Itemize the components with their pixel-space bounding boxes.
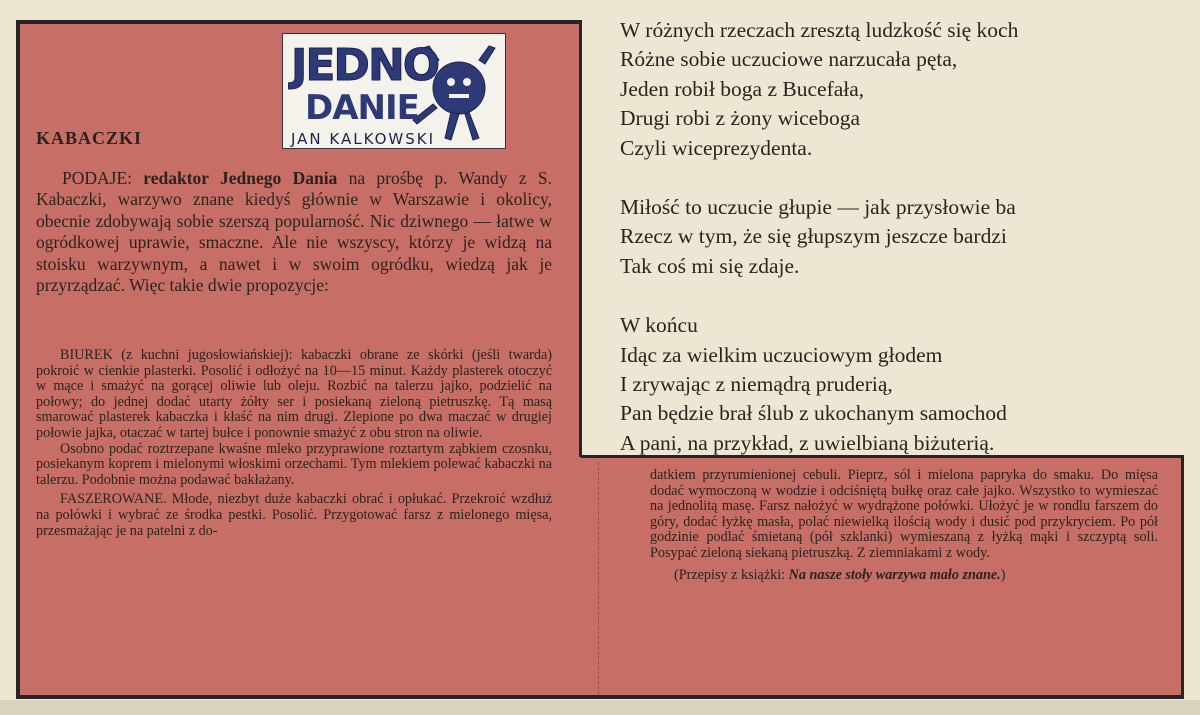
recipe-source: [650, 568, 1158, 584]
poem-line: Rzecz w tym, że się głupszym jeszcze bardzi: [620, 224, 1007, 249]
column-divider: [598, 462, 599, 694]
poem-stanza-2: [620, 193, 1200, 281]
poem-stanza-3: [620, 311, 1200, 458]
poem-line: Czyli wiceprezydenta.: [620, 135, 813, 160]
poem-line: Pan będzie brał ślub z ukochanym samochod: [620, 401, 1007, 426]
poem-line: Różne sobie uczuciowe narzucała pęta,: [620, 47, 958, 72]
intro-author: redaktor Jednego Dania: [143, 168, 338, 188]
source-prefix: (Przepisy z książki:: [674, 566, 789, 583]
logo-title-line2: DANIE: [305, 88, 419, 128]
column-logo: [282, 33, 506, 149]
recipe-faszerowane-continued: datkiem przyrumienionej cebuli. Pieprz, sól i mielona papryka do smaku. Do mięsa dodać wymoczoną w wodzie i odciśniętą bułkę oraz całe jajko. Wszystko to wymieszać na jednolitą masę. Farsz nałożyć w wydrążone połówki. Ułożyć je w rondlu farszem do góry, dodać łyżkę masła, polać niewielką ilością wody i dusić pod przykryciem. Po pół godzinie podlać śmietaną (pół szklanki) wymieszaną z łyżką mąki i szczyptą soli. Posypać zieloną siekaną pietruszką. Z ziemniakami z wody.: [650, 467, 1158, 561]
recipe-faszerowane: FASZEROWANE. Młode, niezbyt duże kabaczki obrać i opłukać. Przekroić wzdłuż na połówki i wybrać ze środka pestki. Posolić. Przygotować farsz z mielonego mięsa, przesmażając je na patelni z do-: [36, 491, 552, 539]
recipe-osobno: Osobno podać roztrzepane kwaśne mleko przyprawione roztartym ząbkiem czosnku, posiekanym koprem i mielonymi włoskimi orzechami. Tym mlekiem polewać kabaczki na talerzu. Podobnie można podawać bakłażany.: [36, 440, 552, 488]
recipe-title: KABACZKI: [36, 128, 143, 148]
poem-line: W różnych rzeczach zresztą ludzkość się koch: [620, 18, 1019, 42]
recipe-column-left: [36, 348, 552, 539]
poem-line: Tak coś mi się zdaje.: [620, 253, 800, 278]
poem-line: W końcu: [620, 313, 698, 338]
source-book-title: Na nasze stoły warzywa mało znane.: [788, 566, 1001, 583]
intro-paragraph: [36, 168, 552, 296]
poem-line: Jeden robił boga z Bucefała,: [620, 76, 865, 101]
poem-line: Miłość to uczucie głupie — jak przysłowie ba: [620, 195, 1016, 220]
recipe-intro: [36, 168, 552, 296]
poem-stanza-1: [620, 16, 1200, 163]
poem-line: I zrywając z niemądrą pruderią,: [620, 372, 893, 397]
intro-text: na prośbę p. Wandy z S. Kabaczki, warzywo znane kiedyś głównie w Warszawie i okolicy, obecnie zdobywają sobie szerszą popularność. Nic dziwnego — łatwe w ogródkowej uprawie, smaczne. Ale nie wszyscy, którzy je widzą na stoisku warzywnym, a nawet i w swoim ogródku, wiedzą jak je przyrządzać. Więc takie dwie propozycje:: [36, 168, 552, 296]
poem: [620, 16, 1200, 488]
source-suffix: ): [1000, 566, 1006, 583]
poem-line: A pani, na przykład, z uwielbianą biżuterią.: [620, 430, 995, 455]
logo-title-line1: JEDNO: [291, 40, 439, 91]
poem-line: Drugi robi z żony wiceboga: [620, 106, 861, 131]
page-bottom-strip: [0, 700, 1200, 715]
logo-author: JAN KALKOWSKI: [291, 130, 436, 148]
intro-prefix: PODAJE:: [62, 168, 144, 188]
recipe-column-right: [650, 468, 1158, 583]
poem-line: Idąc za wielkim uczuciowym głodem: [620, 342, 943, 367]
recipe-box-seam: [581, 455, 1184, 458]
recipe-biurek: BIUREK (z kuchni jugosłowiańskiej): kabaczki obrane ze skórki (jeśli twarda) pokroić w cienkie plasterki. Posolić i odłożyć na 10—15 minut. Każdy plasterek otoczyć w mące i smażyć na gorącej oliwie lub oleju. Rozbić na talerzu jajko, podzielić na połowy; do jednej dodać utarty żółty ser i posiekaną zieloną pietruszkę. Tą masą smarować plasterek kabaczka i kłaść na nim drugi. Zlepione po dwa maczać w drugiej połowie jajka, otaczać w tartej bułce i ponownie smażyć z obu stron na oliwie.: [36, 347, 552, 441]
